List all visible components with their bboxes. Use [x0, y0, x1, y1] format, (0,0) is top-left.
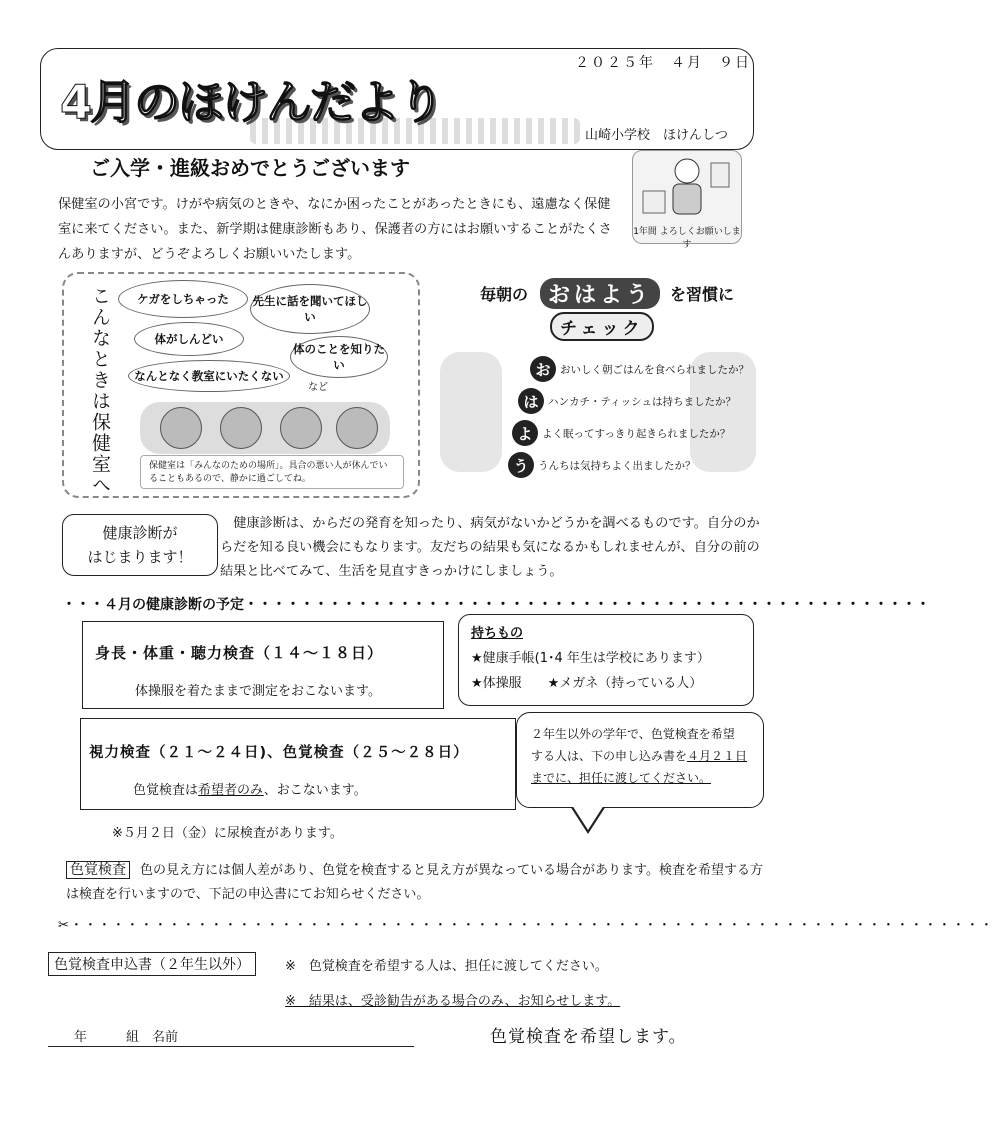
- ohayo-title-big: おはよう: [540, 278, 660, 309]
- ohayo-letter: お: [530, 356, 556, 382]
- ohayo-text: おいしく朝ごはんを食べられましたか？: [560, 363, 749, 376]
- ohayo-item: [512, 420, 730, 446]
- kenko-heading-line1: 健康診断が: [102, 524, 178, 542]
- hokenshitsu-vertical-title: こんなときは保健室へ: [89, 286, 111, 496]
- urine-test-note: ※５月２日（金）に尿検査があります。: [112, 826, 343, 841]
- ohayo-title-pre: 毎朝の: [480, 285, 529, 304]
- greeting-heading: ご入学・進級おめでとうございます: [90, 156, 410, 180]
- shikikaku-label: 色覚検査: [66, 861, 130, 879]
- speech-line2: [531, 745, 749, 767]
- exam2-sub-underlined: 希望者のみ: [198, 783, 264, 798]
- ohayo-letter: う: [508, 452, 534, 478]
- form-label: 色覚検査申込書（２年生以外）: [48, 952, 256, 976]
- form-note1: ※ 色覚検査を希望する人は、担任に渡してください。: [285, 959, 608, 974]
- kenko-heading-box: [62, 514, 218, 576]
- nurse-icon: [633, 151, 741, 221]
- ohayo-item: [530, 356, 749, 382]
- school-name: 山崎小学校 ほけんしつ: [585, 128, 729, 143]
- shikikaku-paragraph: [66, 858, 766, 907]
- shikikaku-body: 色の見え方には個人差があり、色覚を検査すると見え方が異なっている場合があります。検査を希望する方は検査を行いますので、下記の申込書にてお知らせください。: [66, 863, 763, 902]
- children-illustration: [140, 402, 390, 454]
- kibo-statement: 色覚検査を希望します。: [490, 1027, 687, 1047]
- exam2-sub: [133, 779, 367, 798]
- mochimono-box: [458, 614, 754, 706]
- speech-line3: までに、担任に渡してください。: [531, 771, 712, 785]
- speech-deadline: ４月２１日: [687, 749, 748, 763]
- child-face-icon: [160, 407, 202, 449]
- hokenshitsu-note: 保健室は「みんなのための場所」。具合の悪い人が休んでいることもあるので、静かに過ごしてね。: [140, 455, 404, 489]
- nurse-illustration: [632, 150, 742, 250]
- speech-line2-pre: する人は、下の申し込み書を: [531, 749, 688, 763]
- ohayo-item: [508, 452, 696, 478]
- nurse-caption: 1年間 よろしくお願いします: [633, 227, 741, 250]
- speech-line1: ２年生以外の学年で、色覚検査を希望: [531, 727, 735, 741]
- child-face-icon: [220, 407, 262, 449]
- mochimono-line1: ★健康手帳(1･4 年生は学校にあります）: [471, 651, 710, 666]
- exam2-sub-pre: 色覚検査は: [133, 783, 199, 798]
- issue-date: ２０２５年 ４月 ９日: [575, 55, 751, 71]
- schedule-title: ・・・４月の健康診断の予定・・・・・・・・・・・・・・・・・・・・・・・・・・・・・・・・・・・・・・・・・・・・・・・・・: [62, 597, 930, 613]
- cut-line: ✂・・・・・・・・・・・・・・・・・・・・・・・・・・・・・・・・・・・・・・・・・・・・・・・・・・・・・・・・・・・・・・・・・・: [58, 918, 994, 933]
- bubble-etc: など: [308, 382, 328, 393]
- ohayo-text: よく眠ってすっきり起きられましたか？: [542, 427, 731, 440]
- exam1-sub: 体操服を着たままで測定をおこないます。: [135, 684, 381, 699]
- exam1-title: 身長・体重・聴力検査（１４～１８日）: [95, 644, 384, 662]
- child-face-icon: [280, 407, 322, 449]
- bubble-classroom: なんとなく教室にいたくない: [128, 360, 290, 392]
- bubble-body: 体のことを知りたい: [290, 336, 388, 378]
- check-badge: チェック: [550, 312, 654, 341]
- bubble-tired: 体がしんどい: [134, 322, 244, 356]
- ohayo-text: ハンカチ・ティッシュは持ちましたか？: [548, 395, 736, 408]
- newsletter-title: 4月のほけんだより: [60, 75, 443, 129]
- child-illustration-icon: [440, 352, 502, 472]
- bubble-injury: ケガをしちゃった: [118, 280, 248, 318]
- name-field[interactable]: 年 組 名前: [48, 1026, 414, 1047]
- ohayo-letter: は: [518, 388, 544, 414]
- greeting-paragraph: 保健室の小宮です。けがや病気のときや、なにか困ったことがあったときにも、遠慮なく保健室に来てください。また、新学期は健康診断もあり、保護者の方にはお願いすることがたくさんありますが、どうぞよろしくお願いいたします。: [58, 197, 612, 262]
- ohayo-text: うんちは気持ちよく出ましたか？: [538, 459, 696, 472]
- mochimono-line2: ★体操服 ★メガネ（持っている人）: [471, 676, 703, 691]
- exam2-box: [80, 718, 516, 810]
- ohayo-title-post: を習慣に: [670, 285, 735, 304]
- kenko-heading-line2: はじまります！: [87, 548, 193, 566]
- exam2-sub-post: 、おこないます。: [263, 783, 367, 798]
- ohayo-letter: よ: [512, 420, 538, 446]
- bubble-talk: 先生に話を聞いてほしい: [250, 284, 370, 334]
- ohayo-item: [518, 388, 736, 414]
- speech-tail-inner: [572, 805, 604, 830]
- speech-bubble: [516, 712, 764, 808]
- kenko-paragraph: 健康診断は、からだの発育を知ったり、病気がないかどうかを調べるものです。自分のからだを知る良い機会にもなります。友だちの結果も気になるかもしれませんが、自分の前の結果と比べてみて、生活を見直すきっかけにしましょう。: [220, 516, 760, 579]
- exam2-title: 視力検査（２１～２４日)、色覚検査（２５～２８日）: [89, 745, 469, 761]
- mochimono-title: 持ちもの: [471, 626, 524, 641]
- form-note2: ※ 結果は、受診勧告がある場合のみ、お知らせします。: [285, 994, 621, 1009]
- exam1-box: [82, 621, 444, 709]
- child-face-icon: [336, 407, 378, 449]
